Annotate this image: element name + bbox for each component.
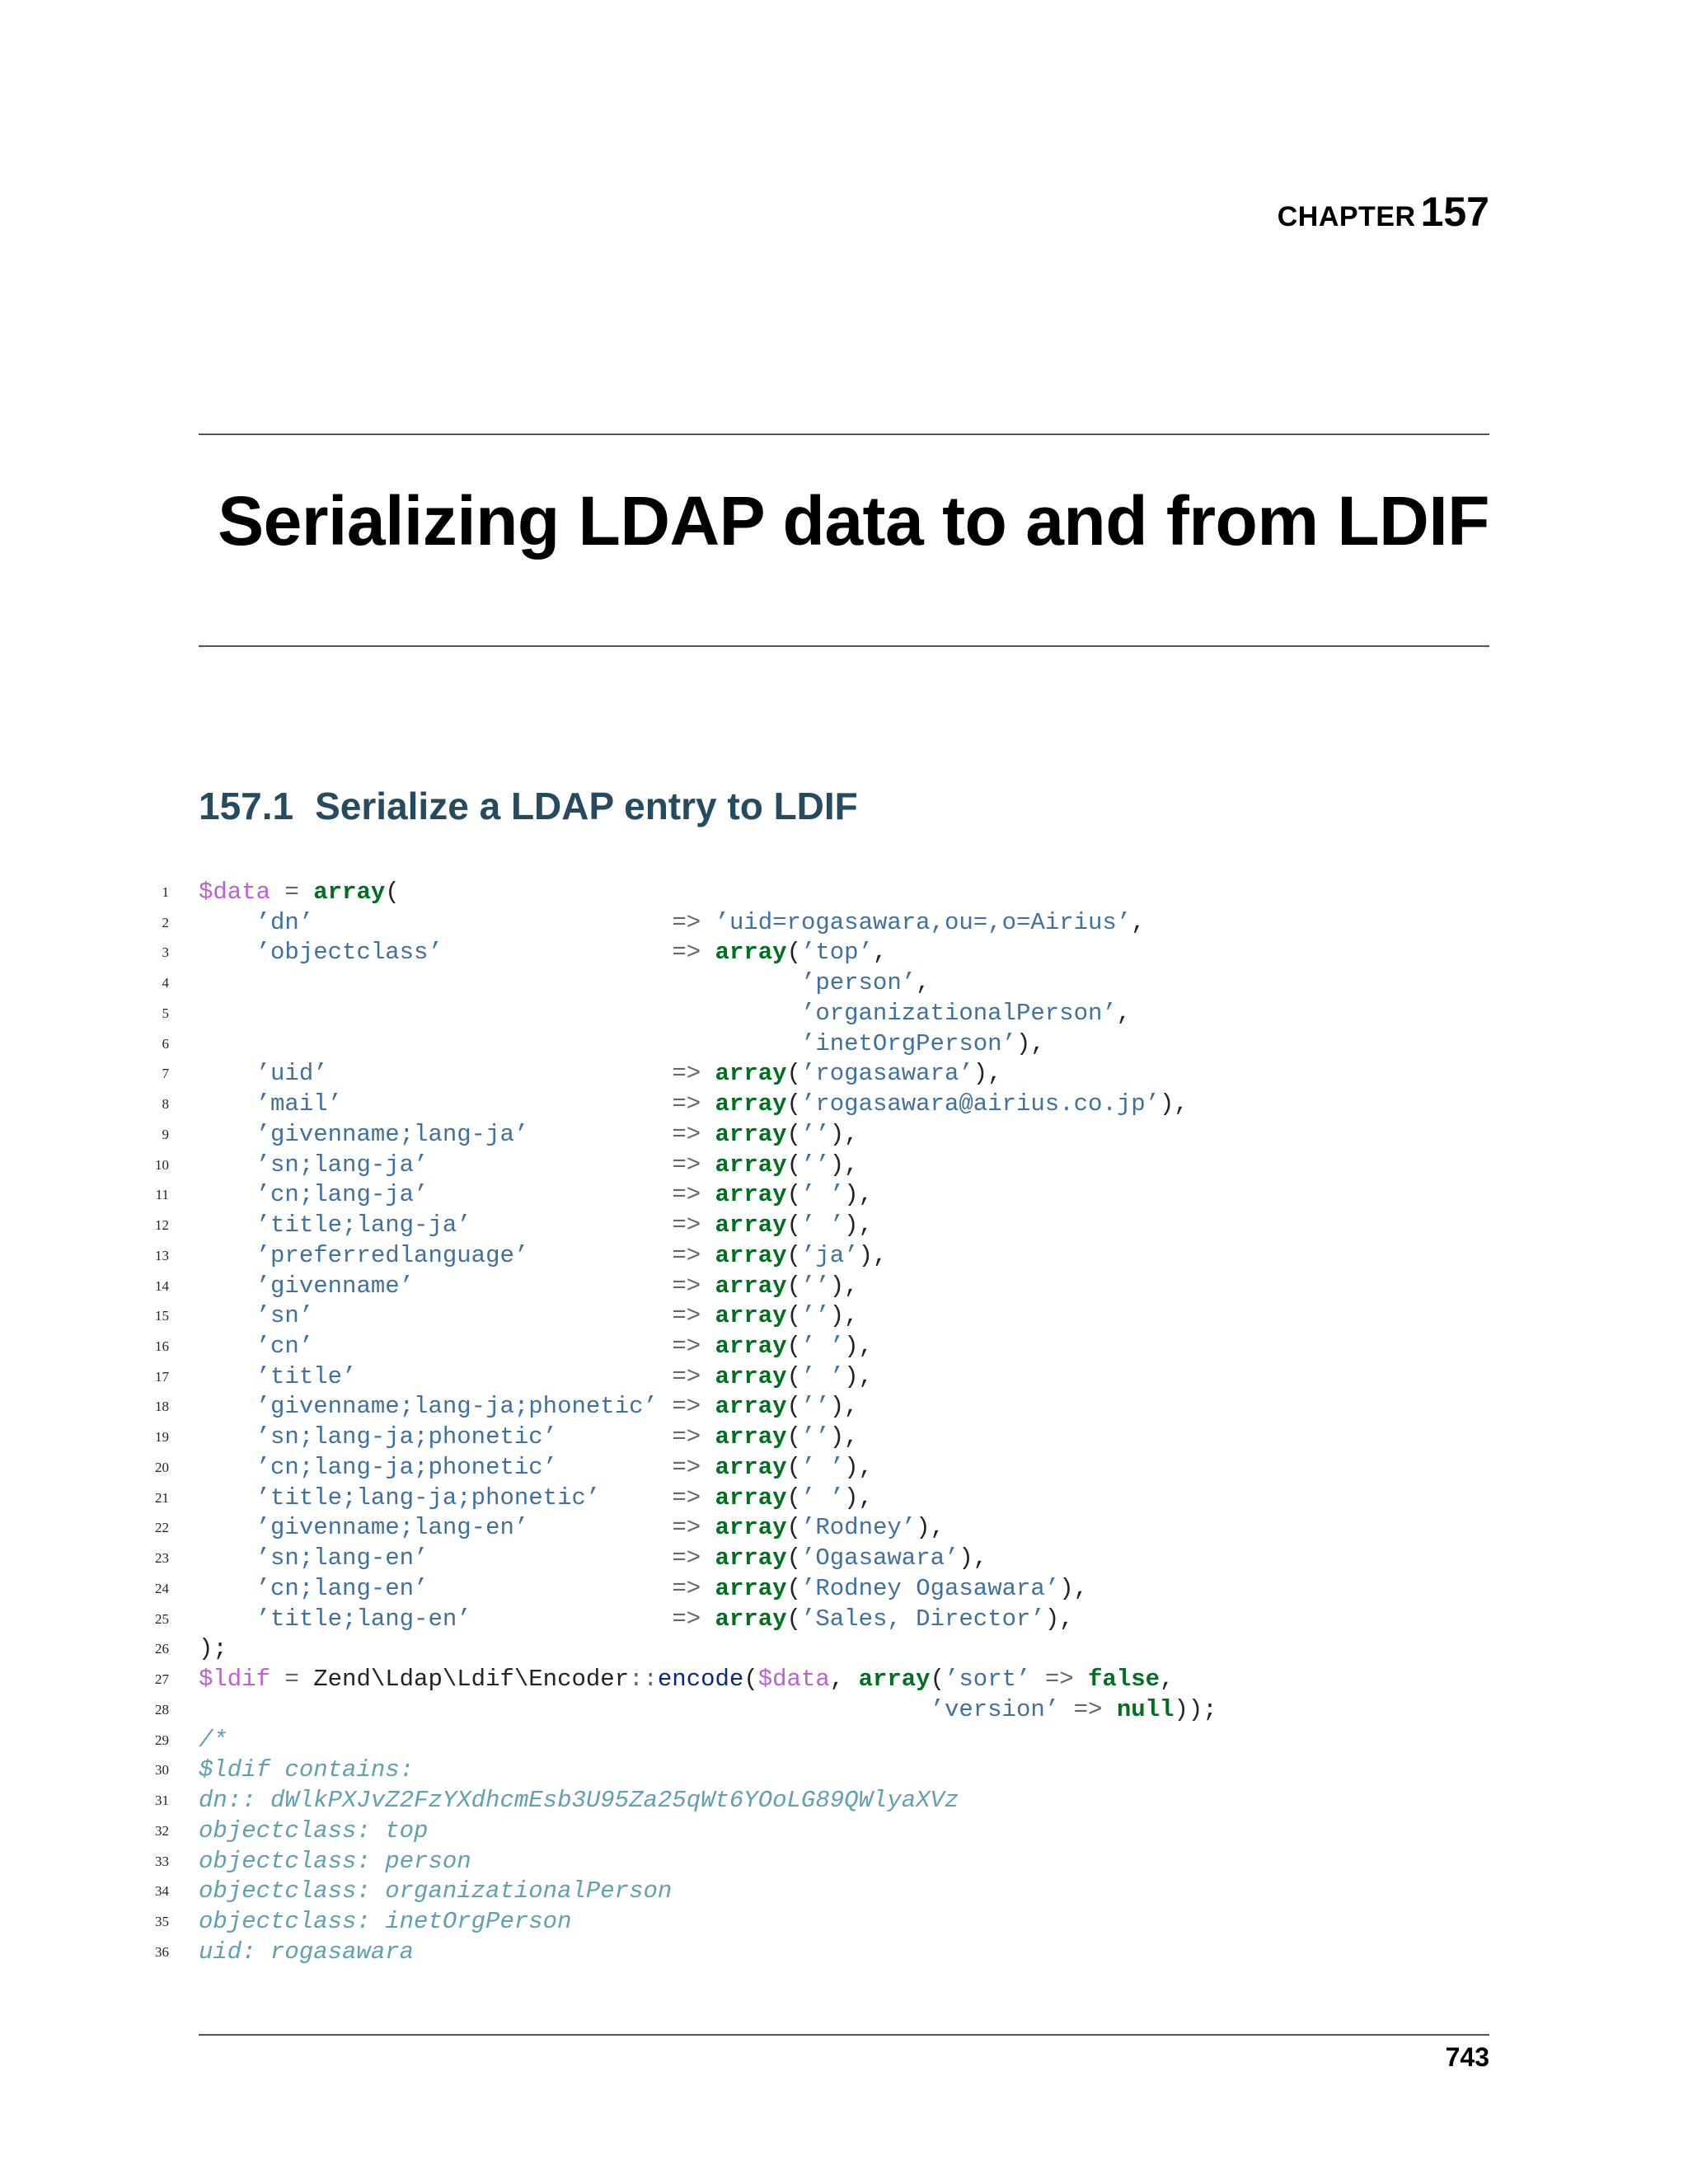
code-text: ’dn’ => ’uid=rogasawara,ou=,o=Airius’, bbox=[256, 908, 1146, 936]
line-number: 6 bbox=[162, 1035, 169, 1052]
code-line bbox=[152, 1544, 1489, 1574]
code-text: ’cn;lang-en’ => array(’Rodney Ogasawara’), bbox=[256, 1574, 1089, 1602]
code-text: ’objectclass’ => array(’top’, bbox=[256, 939, 888, 967]
code-line bbox=[152, 1422, 1489, 1453]
code-text: ’givenname;lang-ja;phonetic’ => array(’’), bbox=[256, 1393, 859, 1421]
code-line bbox=[152, 1938, 1489, 1968]
code-line bbox=[152, 1059, 1489, 1090]
code-line bbox=[152, 1726, 1489, 1756]
code-text: ’person’, bbox=[800, 969, 931, 997]
code-text: ’cn;lang-ja’ => array(’ ’), bbox=[256, 1181, 873, 1209]
chapter-title: Serializing LDAP data to and from LDIF bbox=[218, 482, 1489, 560]
code-line bbox=[152, 1453, 1489, 1483]
code-line bbox=[152, 1786, 1489, 1816]
code-line bbox=[152, 1392, 1489, 1422]
code-line bbox=[152, 1332, 1489, 1362]
line-number: 35 bbox=[155, 1913, 169, 1929]
code-text: uid: rogasawara bbox=[199, 1938, 415, 1966]
line-number: 28 bbox=[155, 1701, 169, 1718]
code-text: ’givenname’ => array(’’), bbox=[256, 1272, 859, 1300]
line-number: 10 bbox=[155, 1156, 169, 1173]
code-text: ’title;lang-ja’ => array(’ ’), bbox=[256, 1212, 873, 1240]
line-number: 22 bbox=[155, 1520, 169, 1536]
code-text: dn:: dWlkPXJvZ2FzYXdhcmEsb3U95Za25qWt6YOoLG89QWlyaXVz bbox=[199, 1787, 959, 1815]
line-number: 25 bbox=[155, 1610, 169, 1627]
code-text: ’cn;lang-ja;phonetic’ => array(’ ’), bbox=[256, 1453, 873, 1481]
line-number: 17 bbox=[155, 1368, 169, 1385]
line-number: 12 bbox=[155, 1217, 169, 1234]
line-number: 24 bbox=[155, 1580, 169, 1596]
code-text: objectclass: inetOrgPerson bbox=[199, 1907, 572, 1935]
code-line bbox=[152, 1301, 1489, 1332]
title-rule-top bbox=[199, 434, 1489, 435]
line-number: 5 bbox=[162, 1005, 169, 1021]
line-number: 16 bbox=[155, 1338, 169, 1355]
code-line bbox=[152, 1665, 1489, 1695]
code-line bbox=[152, 938, 1489, 968]
line-number: 31 bbox=[155, 1793, 169, 1809]
footer-rule bbox=[199, 2034, 1489, 2036]
code-text: ’title;lang-ja;phonetic’ => array(’ ’), bbox=[256, 1483, 873, 1511]
code-text: ’cn’ => array(’ ’), bbox=[256, 1333, 873, 1361]
code-line bbox=[152, 1211, 1489, 1241]
code-text: ); bbox=[199, 1635, 227, 1663]
code-line bbox=[152, 1151, 1489, 1181]
page-number: 743 bbox=[1445, 2042, 1489, 2072]
code-text: ’sn;lang-ja’ => array(’’), bbox=[256, 1151, 859, 1179]
code-text: ’inetOrgPerson’), bbox=[800, 1029, 1045, 1057]
line-number: 26 bbox=[155, 1641, 169, 1657]
code-text: ’organizationalPerson’, bbox=[800, 999, 1132, 1027]
code-text: $ldif = Zend\Ldap\Ldif\Encoder::encode($data, array(’sort’ => false, bbox=[199, 1666, 1175, 1694]
code-text: ’version’ => null)); bbox=[930, 1695, 1217, 1723]
code-line bbox=[152, 1816, 1489, 1847]
code-text: objectclass: top bbox=[199, 1816, 429, 1844]
code-text: ’sn;lang-en’ => array(’Ogasawara’), bbox=[256, 1544, 988, 1572]
code-text: objectclass: organizationalPerson bbox=[199, 1877, 673, 1905]
code-line bbox=[152, 1272, 1489, 1302]
section-heading bbox=[199, 785, 858, 827]
chapter-label bbox=[1277, 189, 1489, 235]
code-text: ’givenname;lang-en’ => array(’Rodney’), bbox=[256, 1514, 945, 1542]
chapter-number: 157 bbox=[1420, 189, 1489, 235]
code-line bbox=[152, 878, 1489, 908]
line-number: 14 bbox=[155, 1277, 169, 1294]
code-listing bbox=[152, 878, 1489, 1967]
code-text: $data = array( bbox=[199, 879, 400, 906]
code-text: /* bbox=[199, 1726, 227, 1754]
line-number: 34 bbox=[155, 1883, 169, 1900]
code-text: ’title’ => array(’ ’), bbox=[256, 1362, 873, 1390]
code-line bbox=[152, 999, 1489, 1029]
line-number: 8 bbox=[162, 1096, 169, 1113]
code-line bbox=[152, 1029, 1489, 1060]
line-number: 32 bbox=[155, 1822, 169, 1839]
line-number: 11 bbox=[155, 1187, 169, 1203]
line-number: 9 bbox=[162, 1126, 169, 1142]
line-number: 1 bbox=[162, 884, 169, 900]
line-number: 27 bbox=[155, 1671, 169, 1688]
code-line bbox=[152, 908, 1489, 939]
code-text: ’mail’ => array(’rogasawara@airius.co.jp’), bbox=[256, 1090, 1189, 1118]
code-line bbox=[152, 1877, 1489, 1907]
code-text: ’sn;lang-ja;phonetic’ => array(’’), bbox=[256, 1423, 859, 1451]
line-number: 3 bbox=[162, 944, 169, 961]
code-text: objectclass: person bbox=[199, 1847, 471, 1875]
line-number: 20 bbox=[155, 1459, 169, 1475]
code-line bbox=[152, 1695, 1489, 1726]
section-title: Serialize a LDAP entry to LDIF bbox=[315, 785, 858, 827]
line-number: 7 bbox=[162, 1066, 169, 1082]
code-line bbox=[152, 1090, 1489, 1120]
code-text: $ldif contains: bbox=[199, 1756, 415, 1784]
line-number: 33 bbox=[155, 1853, 169, 1869]
title-rule-bottom bbox=[199, 645, 1489, 647]
section-number: 157.1 bbox=[199, 785, 294, 827]
line-number: 19 bbox=[155, 1429, 169, 1446]
code-text: ’sn’ => array(’’), bbox=[256, 1302, 859, 1330]
line-number: 18 bbox=[155, 1399, 169, 1415]
line-number: 36 bbox=[155, 1943, 169, 1960]
line-number: 30 bbox=[155, 1762, 169, 1779]
code-line bbox=[152, 1755, 1489, 1786]
code-line bbox=[152, 968, 1489, 999]
code-line bbox=[152, 1605, 1489, 1635]
code-line bbox=[152, 1241, 1489, 1272]
code-line bbox=[152, 1907, 1489, 1938]
code-line bbox=[152, 1180, 1489, 1211]
code-line bbox=[152, 1634, 1489, 1665]
line-number: 4 bbox=[162, 975, 169, 991]
code-line bbox=[152, 1847, 1489, 1877]
chapter-word: CHAPTER bbox=[1277, 201, 1416, 232]
line-number: 21 bbox=[155, 1489, 169, 1506]
line-number: 15 bbox=[155, 1308, 169, 1324]
code-line bbox=[152, 1513, 1489, 1544]
code-line bbox=[152, 1574, 1489, 1605]
line-number: 23 bbox=[155, 1550, 169, 1567]
code-line bbox=[152, 1483, 1489, 1514]
code-line bbox=[152, 1120, 1489, 1151]
code-text: ’givenname;lang-ja’ => array(’’), bbox=[256, 1120, 859, 1148]
line-number: 2 bbox=[162, 914, 169, 930]
line-number: 13 bbox=[155, 1247, 169, 1263]
code-text: ’title;lang-en’ => array(’Sales, Director’), bbox=[256, 1605, 1074, 1633]
line-number: 29 bbox=[155, 1732, 169, 1748]
code-line bbox=[152, 1362, 1489, 1393]
code-text: ’preferredlanguage’ => array(’ja’), bbox=[256, 1241, 888, 1269]
code-text: ’uid’ => array(’rogasawara’), bbox=[256, 1060, 1002, 1088]
